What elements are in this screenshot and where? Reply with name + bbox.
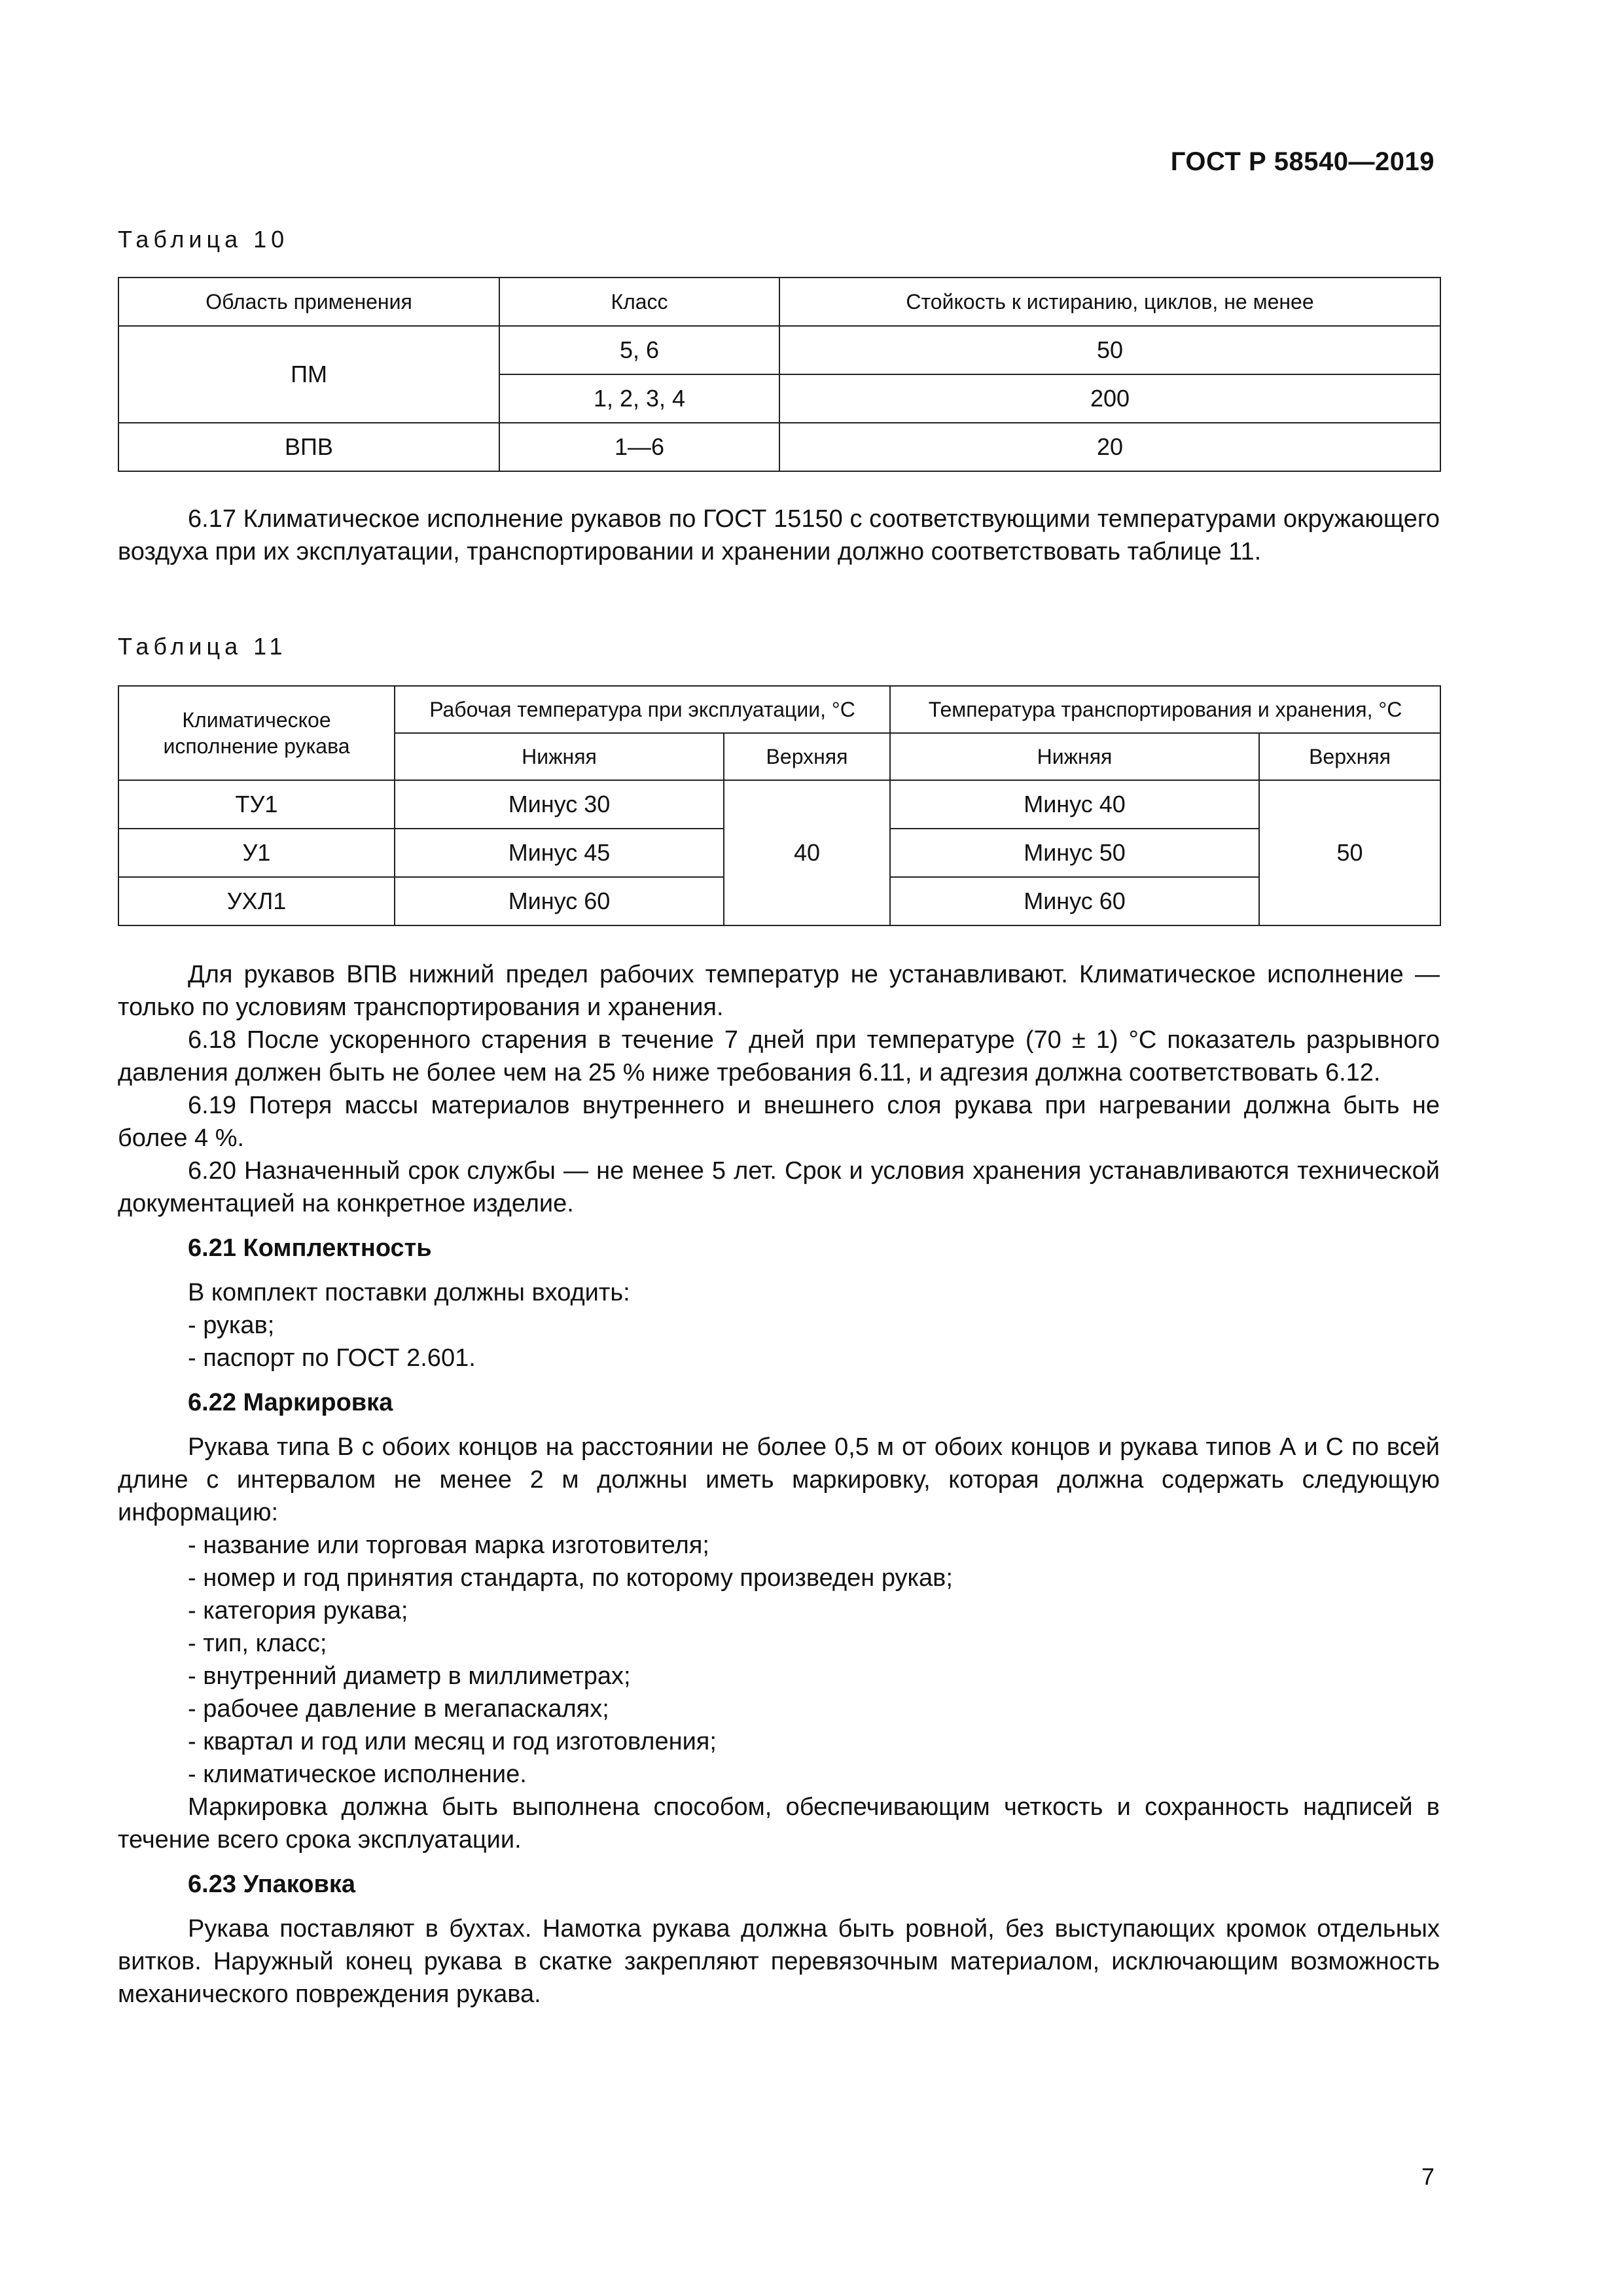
document-code: ГОСТ Р 58540—2019 — [1170, 147, 1435, 176]
table-header-row — [118, 278, 1440, 326]
table-cell: 1—6 — [499, 423, 779, 471]
table-header-cell: Рабочая температура при эксплуатации, °С — [395, 686, 890, 733]
paragraph-text: 6.17 Климатическое исполнение рукавов по ГОСТ 15150 с соответствующими температурами окружающего воздуха при их эксплуатации, транспортировании и хранении должно соответствовать таблице 11. — [118, 505, 1440, 565]
table-header-cell: Область применения — [118, 278, 499, 326]
table-cell: Минус 45 — [395, 829, 724, 877]
paragraph-vpv: Для рукавов ВПВ нижний предел рабочих температур не устанавливают. Климатическое исполнение — только по условиям транспортирования и хранения. — [118, 961, 1440, 1021]
table-header-cell: Нижняя — [395, 733, 724, 780]
table-header-cell: Класс — [499, 278, 779, 326]
table-cell: Минус 40 — [890, 780, 1259, 829]
list-item: - рабочее давление в мегапаскалях; — [188, 1695, 609, 1723]
table-cell: 50 — [779, 326, 1440, 374]
table-cell: 20 — [779, 423, 1440, 471]
body-text — [118, 958, 1440, 2011]
list-item: - номер и год принятия стандарта, по которому произведен рукав; — [188, 1564, 953, 1592]
table-header-cell: Температура транспортирования и хранения, °С — [890, 686, 1440, 733]
paragraph-6-17 — [118, 503, 1440, 568]
section-6-21-intro: В комплект поставки должны входить: — [188, 1279, 630, 1306]
table-cell: Минус 60 — [395, 877, 724, 925]
table-row — [118, 326, 1440, 374]
section-6-22-title: 6.22 Маркировка — [188, 1389, 393, 1416]
table-row — [118, 780, 1440, 829]
table-11 — [118, 685, 1441, 926]
list-item: - внутренний диаметр в миллиметрах; — [188, 1662, 631, 1690]
table-cell: Минус 60 — [890, 877, 1259, 925]
paragraph-6-19: 6.19 Потеря массы материалов внутреннего и внешнего слоя рукава при нагревании должна быть не более 4 %. — [118, 1092, 1440, 1152]
table-cell: УХЛ1 — [118, 877, 395, 925]
table-header-cell: Нижняя — [890, 733, 1259, 780]
list-item: - квартал и год или месяц и год изготовления; — [188, 1728, 717, 1755]
list-item: - категория рукава; — [188, 1597, 408, 1624]
list-item: - рукав; — [188, 1312, 275, 1339]
paragraph-6-18: 6.18 После ускоренного старения в течение 7 дней при температуре (70 ± 1) °С показатель разрывного давления должен быть не более чем на 25 % ниже требования 6.11, и адгезия должна соответствовать 6.12. — [118, 1026, 1440, 1086]
table-10-caption: Таблица 10 — [118, 226, 289, 253]
table-cell: Минус 30 — [395, 780, 724, 829]
table-cell: 1, 2, 3, 4 — [499, 374, 779, 423]
section-6-22-intro: Рукава типа В с обоих концов на расстоянии не более 0,5 м от обоих концов и рукава типов А и С по всей длине с интервалом не менее 2 м должны иметь маркировку, которая должна содержать следующую информацию: — [118, 1433, 1440, 1526]
list-item: - климатическое исполнение. — [188, 1761, 527, 1788]
table-cell: Минус 50 — [890, 829, 1259, 877]
paragraph-6-20: 6.20 Назначенный срок службы — не менее 5 лет. Срок и условия хранения устанавливаются технической документацией на конкретное изделие. — [118, 1157, 1440, 1217]
table-cell: ПМ — [118, 326, 499, 423]
table-header-cell: Верхняя — [1259, 733, 1440, 780]
table-cell: 50 — [1259, 780, 1440, 925]
table-cell: 40 — [724, 780, 890, 925]
section-6-23-text: Рукава поставляют в бухтах. Намотка рукава должна быть ровной, без выступающих кромок отдельных витков. Наружный конец рукава в скатке закрепляют перевязочным материалом, исключающим возможность механического повреждения рукава. — [118, 1915, 1440, 2008]
table-10 — [118, 277, 1441, 472]
page-number: 7 — [1421, 2163, 1435, 2190]
section-6-21-title: 6.21 Комплектность — [188, 1234, 432, 1262]
table-cell: У1 — [118, 829, 395, 877]
table-11-caption: Таблица 11 — [118, 633, 287, 660]
table-header-row — [118, 686, 1440, 733]
table-cell: ВПВ — [118, 423, 499, 471]
table-cell: 200 — [779, 374, 1440, 423]
table-header-cell: Климатическое исполнение рукава — [118, 686, 395, 780]
list-item: - название или торговая марка изготовителя; — [188, 1532, 709, 1559]
table-header-cell: Стойкость к истиранию, циклов, не менее — [779, 278, 1440, 326]
section-6-23-title: 6.23 Упаковка — [188, 1871, 356, 1898]
section-6-22-outro: Маркировка должна быть выполнена способом, обеспечивающим четкость и сохранность надписей в течение всего срока эксплуатации. — [118, 1793, 1440, 1854]
table-cell: 5, 6 — [499, 326, 779, 374]
table-cell: ТУ1 — [118, 780, 395, 829]
table-header-cell: Верхняя — [724, 733, 890, 780]
list-item: - паспорт по ГОСТ 2.601. — [188, 1344, 476, 1372]
list-item: - тип, класс; — [188, 1630, 327, 1657]
table-row — [118, 423, 1440, 471]
